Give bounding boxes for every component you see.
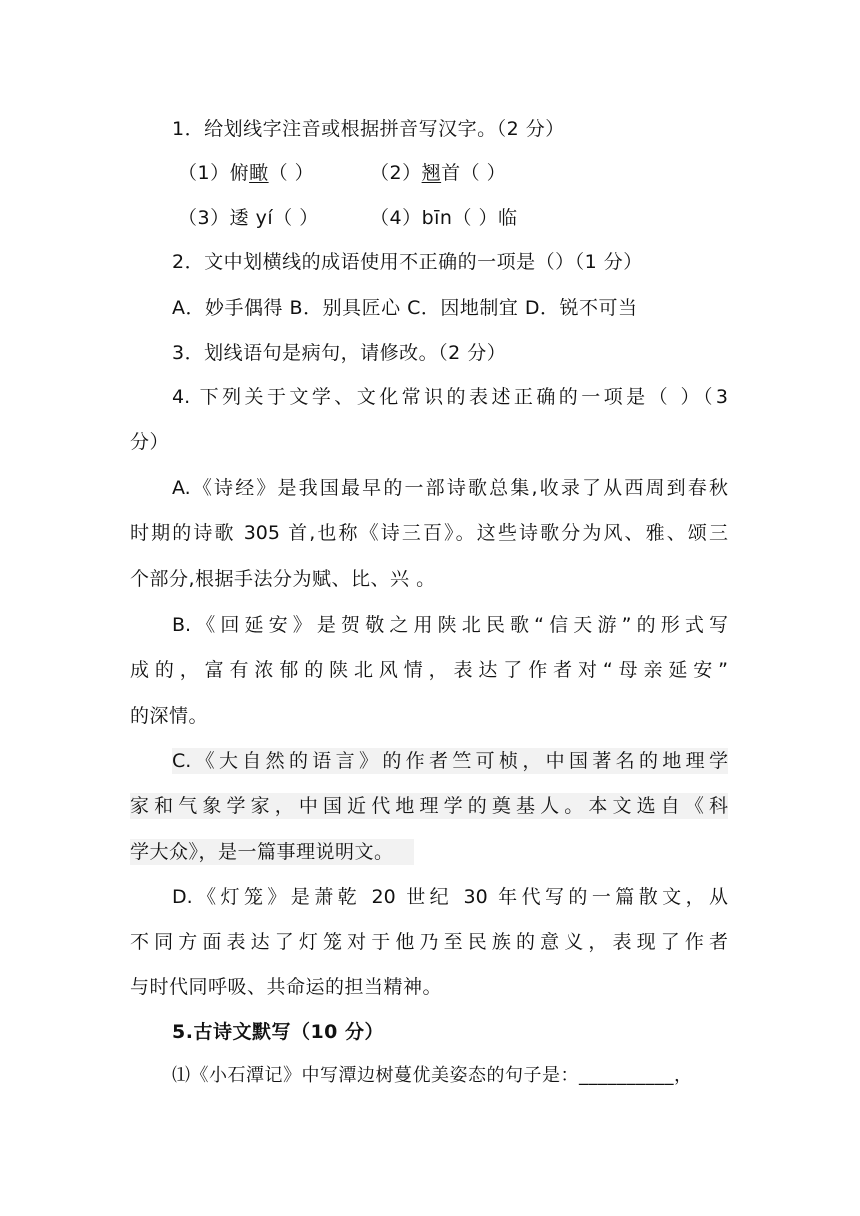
option-a-line-1: A.《诗经》是我国最早的一部诗歌总集,收录了从西周到春秋: [172, 477, 728, 499]
question-4-title-line-2: 分）: [130, 431, 170, 453]
question-5-title: 5.古诗文默写（10 分）: [172, 1021, 384, 1043]
item-1-prefix: （1）俯: [178, 162, 250, 184]
question-2-options: A．妙手偶得 B．别具匠心 C．因地制宜 D．锐不可当: [172, 297, 638, 319]
question-1-title: 1．给划线字注音或根据拼音写汉字。（2 分）: [172, 118, 565, 140]
option-c-line-2: 家和气象学家，中国近代地理学的奠基人。本文选自《科: [130, 795, 728, 817]
option-b-line-2: 成的，富有浓郁的陕北风情，表达了作者对“母亲延安”: [130, 659, 728, 681]
item-2-prefix: （2）: [370, 162, 422, 184]
question-1-item-4: （4）bīn（ ）临: [370, 207, 518, 229]
option-b-line-1: B.《回延安》是贺敬之用陕北民歌“信天游”的形式写: [172, 614, 728, 636]
question-2-title: 2．文中划横线的成语使用不正确的一项是（）（1 分）: [172, 251, 643, 273]
option-c-line-3: 学大众》，是一篇事理说明文。: [130, 839, 414, 865]
option-b-line-3: 的深情。: [130, 705, 209, 727]
question-3-title: 3．划线语句是病句，请修改。（2 分）: [172, 342, 507, 364]
question-1-item-1: [178, 160, 314, 186]
option-d-line-3: 与时代同呼吸、共命运的担当精神。: [130, 976, 443, 998]
question-1-item-3: （3）逶 yí（ ）: [178, 207, 319, 229]
option-a-line-2: 时期的诗歌 305 首,也称《诗三百》。这些诗歌分为风、雅、颂三: [130, 522, 728, 544]
item-2-suffix: 首（ ）: [441, 162, 507, 184]
option-c-line-1: C.《大自然的语言》的作者竺可桢，中国著名的地理学: [172, 750, 728, 772]
question-4-title-line-1: 4. 下列关于文学、文化常识的表述正确的一项是（ ）（3: [172, 386, 728, 408]
item-1-underlined-char: 瞰: [249, 162, 269, 184]
option-d-line-2: 不同方面表达了灯笼对于他乃至民族的意义，表现了作者: [130, 931, 728, 953]
option-d-line-1: D.《灯笼》是萧乾 20 世纪 30 年代写的一篇散文，从: [172, 886, 728, 908]
item-1-suffix: （ ）: [268, 162, 315, 184]
question-1-item-2: [370, 160, 506, 186]
option-a-line-3: 个部分,根据手法分为赋、比、兴 。: [130, 568, 436, 590]
question-5-item-1: ⑴《小石潭记》中写潭边树蔓优美姿态的句子是：__________，: [172, 1065, 693, 1086]
item-2-underlined-char: 翘: [421, 162, 442, 184]
